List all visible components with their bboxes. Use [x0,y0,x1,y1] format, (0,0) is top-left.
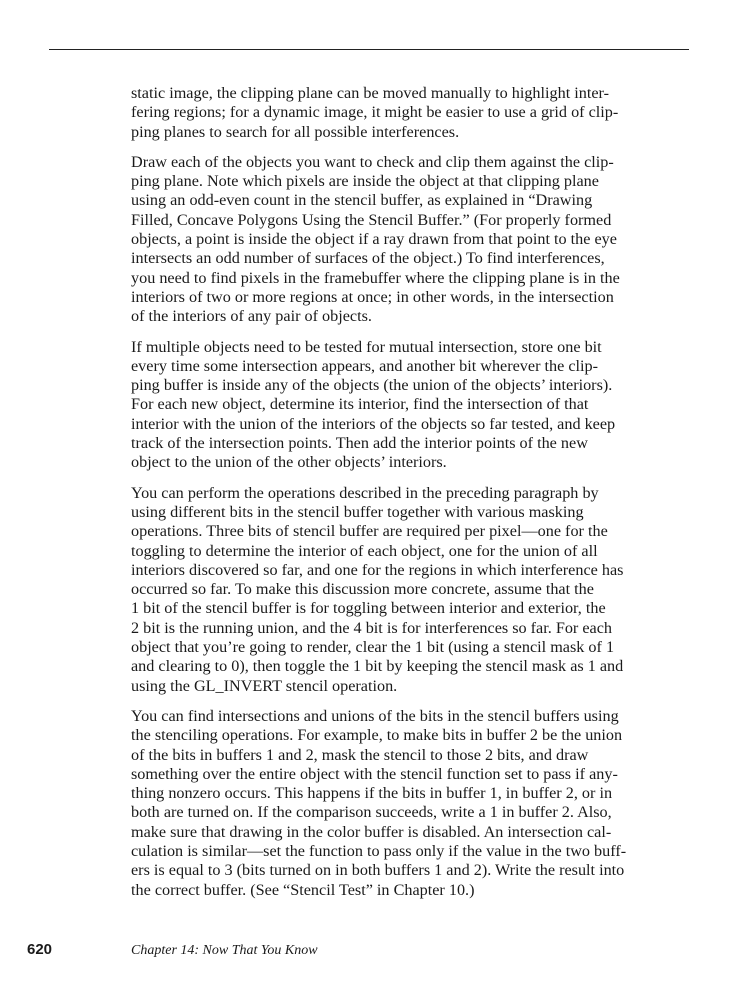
text-line: culation is similar—set the function to pass only if the value in the two buff- [131,841,627,860]
text-line: every time some intersection appears, and another bit wherever the clip- [131,356,599,375]
text-line: using an odd-even count in the stencil buffer, as explained in “Drawing [131,191,593,210]
text-line: You can find intersections and unions of the bits in the stencil buffers using [131,706,619,725]
text-line: static image, the clipping plane can be moved manually to highlight inter- [131,84,609,102]
text-line: you need to find pixels in the framebuffer where the clipping plane is in the [131,268,620,287]
text-line: something over the entire object with the stencil function set to pass if any- [131,764,618,783]
text-line: 1 bit of the stencil buffer is for toggling between interior and exterior, the [131,599,606,618]
running-title: Chapter 14: Now That You Know [131,943,318,958]
text-line: intersects an odd number of surfaces of the object.) To find interferences, [131,249,605,268]
text-line: interior with the union of the interiors of the objects so far tested, and keep [131,414,616,433]
text-line: interiors discovered so far, and one for the regions in which interference has [131,560,624,579]
text-line: Filled, Concave Polygons Using the Stencil Buffer.” (For properly formed [131,210,612,229]
text-line: track of the intersection points. Then add the interior points of the new [131,434,588,453]
paragraph-1 [131,84,691,142]
text-line: occurred so far. To make this discussion more concrete, assume that the [131,580,594,599]
text-line: Draw each of the objects you want to check and clip them against the clip- [131,152,614,171]
text-line: and clearing to 0), then toggle the 1 bit by keeping the stencil mask as 1 and [131,657,624,676]
text-line: ping plane. Note which pixels are inside the object at that clipping plane [131,172,599,191]
page-number: 620 [27,941,53,958]
text-line: of the interiors of any pair of objects. [131,307,372,326]
text-line: fering regions; for a dynamic image, it might be easier to use a grid of clip- [131,103,619,122]
paragraph-4 [131,484,691,696]
header-rule [49,49,689,50]
text-line: make sure that drawing in the color buffer is disabled. An intersection cal- [131,822,612,841]
text-line: You can perform the operations described in the preceding paragraph by [131,483,599,502]
text-line: thing nonzero occurs. This happens if the bits in buffer 1, in buffer 2, or in [131,784,613,803]
text-line: If multiple objects need to be tested for mutual intersection, store one bit [131,337,602,356]
text-line: the stenciling operations. For example, to make bits in buffer 2 be the union [131,726,623,745]
body-text [131,84,691,911]
paragraph-5 [131,707,691,900]
text-line: the correct buffer. (See “Stencil Test” in Chapter 10.) [131,880,475,899]
text-line: of the bits in buffers 1 and 2, mask the stencil to those 2 bits, and draw [131,745,589,764]
text-line: using different bits in the stencil buffer together with various masking [131,502,584,521]
text-line: both are turned on. If the comparison succeeds, write a 1 in buffer 2. Also, [131,803,612,822]
paragraph-3 [131,338,691,473]
text-line: ping buffer is inside any of the objects (the union of the objects’ interiors). [131,376,613,395]
text-line: objects, a point is inside the object if a ray drawn from that point to the eye [131,230,617,249]
text-line: ers is equal to 3 (bits turned on in both buffers 1 and 2). Write the result into [131,861,625,880]
text-line: object that you’re going to render, clear the 1 bit (using a stencil mask of 1 [131,638,615,657]
text-line: interiors of two or more regions at once; in other words, in the intersection [131,287,614,306]
text-line: object to the union of the other objects’ interiors. [131,453,447,472]
text-line: operations. Three bits of stencil buffer are required per pixel—one for the [131,522,608,541]
text-line: using the GL_INVERT stencil operation. [131,676,398,695]
text-line: For each new object, determine its interior, find the intersection of that [131,395,589,414]
page-footer [0,940,734,964]
text-line: ping planes to search for all possible interferences. [131,122,460,141]
text-line: toggling to determine the interior of each object, one for the union of all [131,541,598,560]
text-line: 2 bit is the running union, and the 4 bit is for interferences so far. For each [131,618,613,637]
paragraph-2 [131,153,691,327]
